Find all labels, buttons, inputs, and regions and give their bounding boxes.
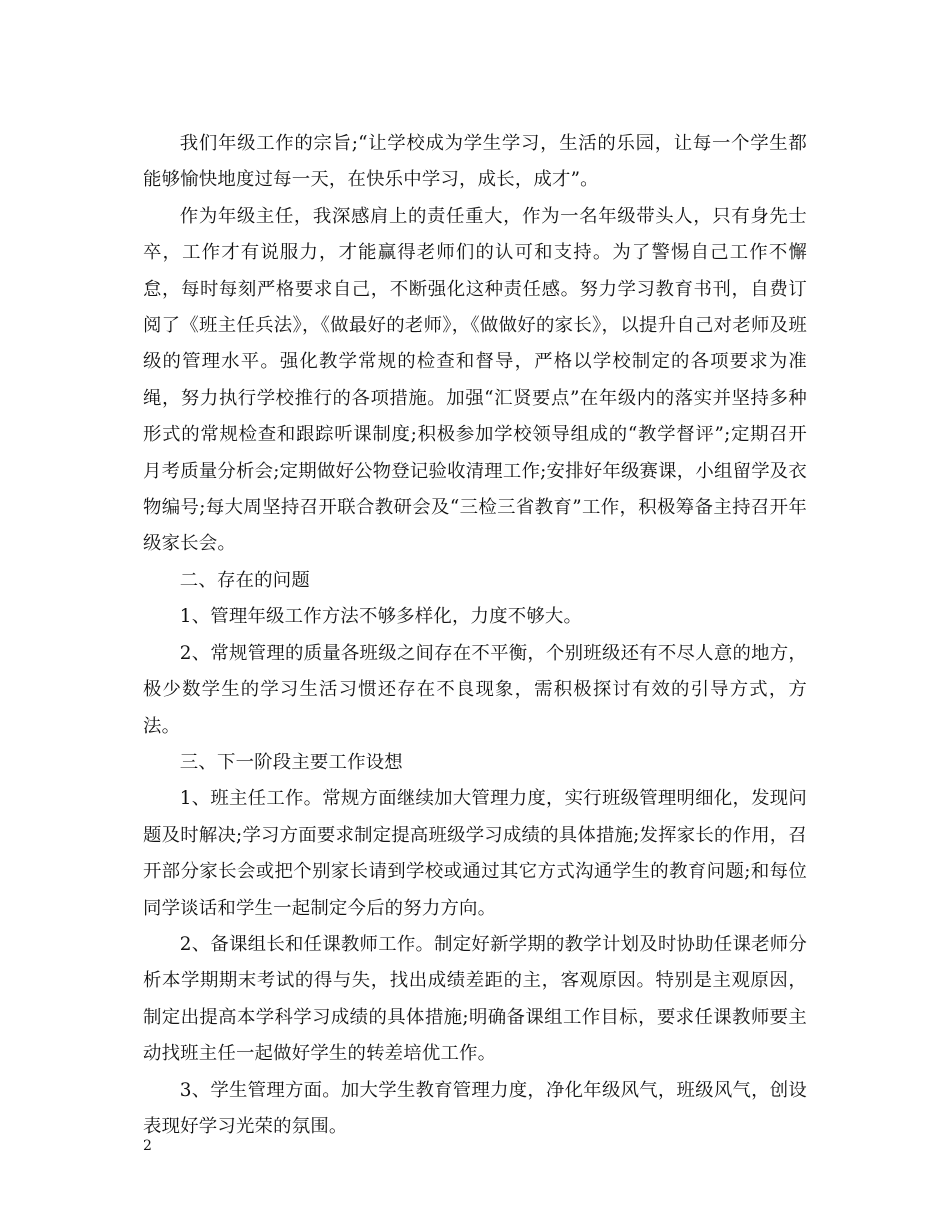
paragraph-director-duties: 作为年级主任，我深感肩上的责任重大，作为一名年级带头人，只有身先士卒，工作才有说服力，才能赢得老师们的认可和支持。为了警惕自己工作不懈怠，每时每刻严格要求自己，不断强化这种责任感。努力学习教育书刊，自费订阅了《班主任兵法》，《做最好的老师》，《做做好的家长》，以提升自己对老师及班级的管理水平。强化教学常规的检查和督导，严格以学校制定的各项要求为准绳，努力执行学校推行的各项措施。加强“汇贤要点”在年级内的落实并坚持多种形式的常规检查和跟踪听课制度;积极参加学校领导组成的“教学督评”;定期召开月考质量分析会;定期做好公物登记验收清理工作;安排好年级赛课，小组留学及衣物编号;每大周坚持召开联合教研会及“三检三省教育”工作，积极筹备主持召开年级家长会。 (143, 205, 807, 555)
paragraph-plan-1: 1、班主任工作。常规方面继续加大管理力度，实行班级管理明细化，发现问题及时解决;学习方面要求制定提高班级学习成绩的具体措施;发挥家长的作用，召开部分家长会或把个别家长请到学校或通过其它方式沟通学生的教育问题;和每位同学谈话和学生一起制定今后的努力方向。 (143, 788, 807, 919)
section-heading-next-plans: 三、下一阶段主要工作设想 (179, 751, 403, 773)
paragraph-plan-2: 2、备课组长和任课教师工作。制定好新学期的教学计划及时协助任课老师分析本学期期末考试的得与失，找出成绩差距的主，客观原因。特别是主观原因，制定出提高本学科学习成绩的具体措施;明确备课组工作目标，要求任课教师要主动找班主任一起做好学生的转差培优工作。 (143, 933, 807, 1065)
document-body (143, 126, 807, 1145)
section-heading-problems: 二、存在的问题 (179, 569, 310, 591)
paragraph-plan-3: 3、学生管理方面。加大学生教育管理力度，净化年级风气，班级风气，创设表现好学习光荣的氛围。 (143, 1079, 807, 1137)
page-number: 2 (143, 1138, 152, 1154)
paragraph-problem-1: 1、管理年级工作方法不够多样化，力度不够大。 (179, 606, 583, 628)
paragraph-mission: 我们年级工作的宗旨;“让学校成为学生学习，生活的乐园，让每一个学生都能够愉快地度过每一天，在快乐中学习，成长，成才”。 (143, 133, 807, 191)
paragraph-problem-2: 2、常规管理的质量各班级之间存在不平衡，个别班级还有不尽人意的地方，极少数学生的学习生活习惯还存在不良现象，需积极探讨有效的引导方式，方法。 (143, 642, 807, 737)
